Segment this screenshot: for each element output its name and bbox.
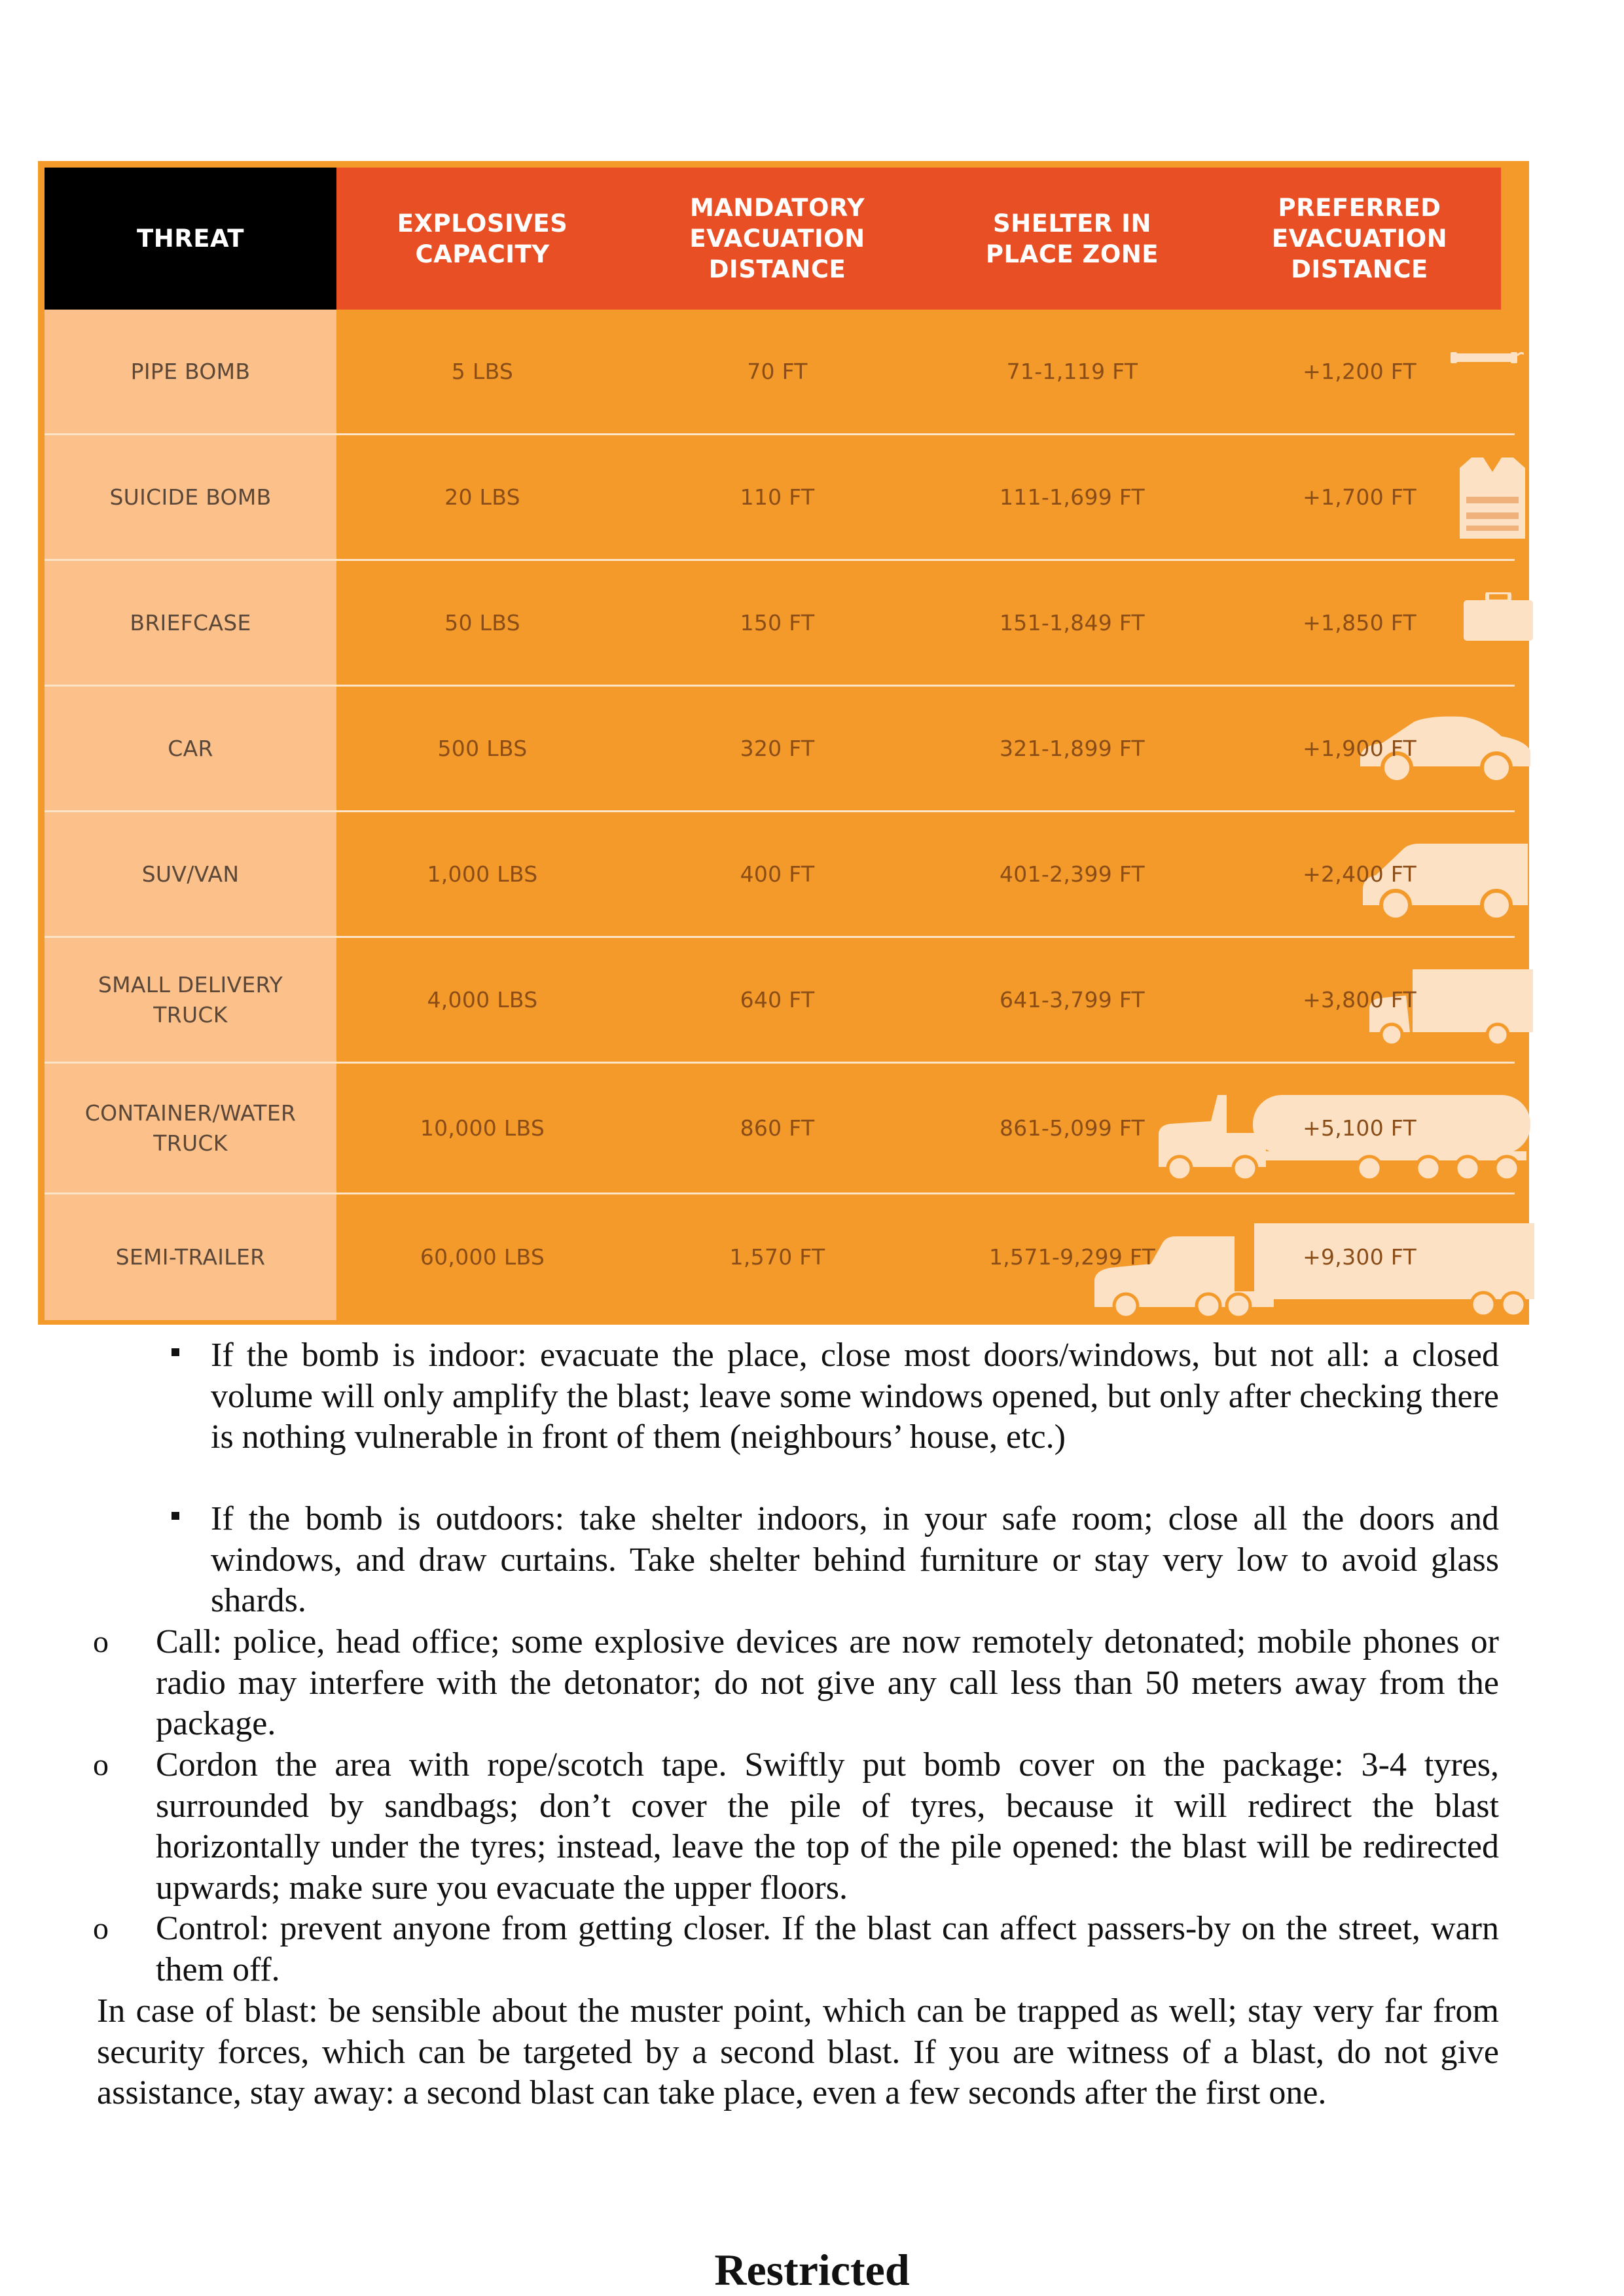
table-row bbox=[45, 561, 1515, 687]
threat-cell: PIPE BOMB bbox=[45, 310, 336, 433]
circle-bullet-item: o Cordon the area with rope/scotch tape. Swiftly put bomb cover on the package: 3-4 tyres, surrounded by sandbags; don’t cover the pile of tyres, because it will redirect the blast horizontally under the tyres; instead, leave the top of the pile opened: the blast will be redirected upwards; make sure you evacuate the upper floors. bbox=[93, 1746, 1499, 1907]
circle-bullet-icon: o bbox=[93, 1911, 109, 1946]
header-shelter-in-place-zone: SHELTER IN PLACE ZONE bbox=[926, 168, 1218, 310]
preferred-cell: +2,400 FT bbox=[1303, 861, 1416, 887]
capacity-cell: 60,000 LBS bbox=[420, 1244, 545, 1270]
header-threat: THREAT bbox=[45, 168, 336, 310]
mandatory-cell: 860 FT bbox=[740, 1115, 815, 1141]
closing-paragraph: In case of blast: be sensible about the muster point, which can be trapped as well; stay very far from security forces, which can be targeted by a second blast. If you are witness of a blast, do not give assistance, stay away: a second blast can take place, even a few seconds after the first one. bbox=[97, 1992, 1499, 2111]
threat-cell: SUV/VAN bbox=[45, 812, 336, 936]
circle-bullet-item: o Control: prevent anyone from getting closer. If the blast can affect passers-by on the street, warn them off. bbox=[93, 1910, 1499, 1988]
capacity-cell: 500 LBS bbox=[437, 735, 528, 761]
table-header-row bbox=[45, 168, 1515, 310]
square-bullet-item: If the bomb is outdoors: take shelter indoors, in your safe room; close all the doors and windows, and draw curtains. Take shelter behind furniture or stay very low to avoid glass shards. bbox=[211, 1499, 1499, 1622]
square-bullet-item: If the bomb is indoor: evacuate the place, close most doors/windows, but not all: a closed volume will only amplify the blast; leave some windows opened, but only after checking there is nothing vulnerable in front of them (neighbours’ house, etc.) bbox=[211, 1335, 1499, 1458]
mandatory-cell: 320 FT bbox=[740, 735, 815, 761]
shelter-cell: 151-1,849 FT bbox=[999, 609, 1145, 636]
pipe-bomb-icon bbox=[1451, 348, 1524, 367]
briefcase-icon bbox=[1464, 592, 1533, 641]
threat-cell: SUICIDE BOMB bbox=[45, 435, 336, 559]
table-row bbox=[45, 1064, 1515, 1194]
mandatory-cell: 400 FT bbox=[740, 861, 815, 887]
table-row bbox=[45, 812, 1515, 938]
capacity-cell: 1,000 LBS bbox=[427, 861, 538, 887]
header-mandatory-evacuation-distance: MANDATORY EVACUATION DISTANCE bbox=[628, 168, 926, 310]
shelter-cell: 321-1,899 FT bbox=[999, 735, 1145, 761]
square-bullet-icon bbox=[171, 1348, 179, 1356]
table-body bbox=[45, 310, 1515, 1320]
mandatory-cell: 150 FT bbox=[740, 609, 815, 636]
circle-bullet-item: o Call: police, head office; some explosive devices are now remotely detonated; mobile phones or radio may interfere with the detonator; do not give any call less than 50 meters away from the package. bbox=[93, 1623, 1499, 1742]
mandatory-cell: 640 FT bbox=[740, 986, 815, 1013]
table-row bbox=[45, 1194, 1515, 1320]
shelter-cell: 111-1,699 FT bbox=[999, 484, 1145, 510]
shelter-cell: 641-3,799 FT bbox=[999, 986, 1145, 1013]
capacity-cell: 4,000 LBS bbox=[427, 986, 538, 1013]
preferred-cell: +9,300 FT bbox=[1303, 1244, 1416, 1270]
capacity-cell: 10,000 LBS bbox=[420, 1115, 545, 1141]
table-row bbox=[45, 938, 1515, 1064]
preferred-cell: +1,200 FT bbox=[1303, 358, 1416, 384]
page-footer-classification: Restricted bbox=[714, 2245, 910, 2295]
preferred-cell: +1,850 FT bbox=[1303, 609, 1416, 636]
circle-bullet-icon: o bbox=[93, 1748, 109, 1782]
capacity-cell: 50 LBS bbox=[444, 609, 520, 636]
capacity-cell: 5 LBS bbox=[451, 358, 514, 384]
table-row bbox=[45, 310, 1515, 435]
table-row bbox=[45, 687, 1515, 812]
table-row bbox=[45, 435, 1515, 561]
capacity-cell: 20 LBS bbox=[444, 484, 520, 510]
threat-cell: BRIEFCASE bbox=[45, 561, 336, 685]
threat-cell: CAR bbox=[45, 687, 336, 810]
preferred-cell: +5,100 FT bbox=[1303, 1115, 1416, 1141]
explosive-vest-icon bbox=[1457, 457, 1528, 541]
threat-cell: CONTAINER/WATER TRUCK bbox=[45, 1064, 336, 1193]
mandatory-cell: 70 FT bbox=[747, 358, 808, 384]
shelter-cell: 71-1,119 FT bbox=[1006, 358, 1138, 384]
mandatory-cell: 110 FT bbox=[740, 484, 815, 510]
evacuation-distance-table bbox=[38, 161, 1529, 1325]
mandatory-cell: 1,570 FT bbox=[729, 1244, 825, 1270]
preferred-cell: +3,800 FT bbox=[1303, 986, 1416, 1013]
threat-cell: SMALL DELIVERY TRUCK bbox=[45, 938, 336, 1062]
shelter-cell: 861-5,099 FT bbox=[999, 1115, 1145, 1141]
circle-bullet-icon: o bbox=[93, 1624, 109, 1659]
header-explosives-capacity: EXPLOSIVES CAPACITY bbox=[336, 168, 628, 310]
square-bullet-icon bbox=[171, 1512, 179, 1520]
shelter-cell: 401-2,399 FT bbox=[999, 861, 1145, 887]
shelter-cell: 1,571-9,299 FT bbox=[988, 1244, 1156, 1270]
header-preferred-evacuation-distance: PREFERRED EVACUATION DISTANCE bbox=[1218, 168, 1501, 310]
preferred-cell: +1,700 FT bbox=[1303, 484, 1416, 510]
threat-cell: SEMI-TRAILER bbox=[45, 1194, 336, 1320]
preferred-cell: +1,900 FT bbox=[1303, 735, 1416, 761]
